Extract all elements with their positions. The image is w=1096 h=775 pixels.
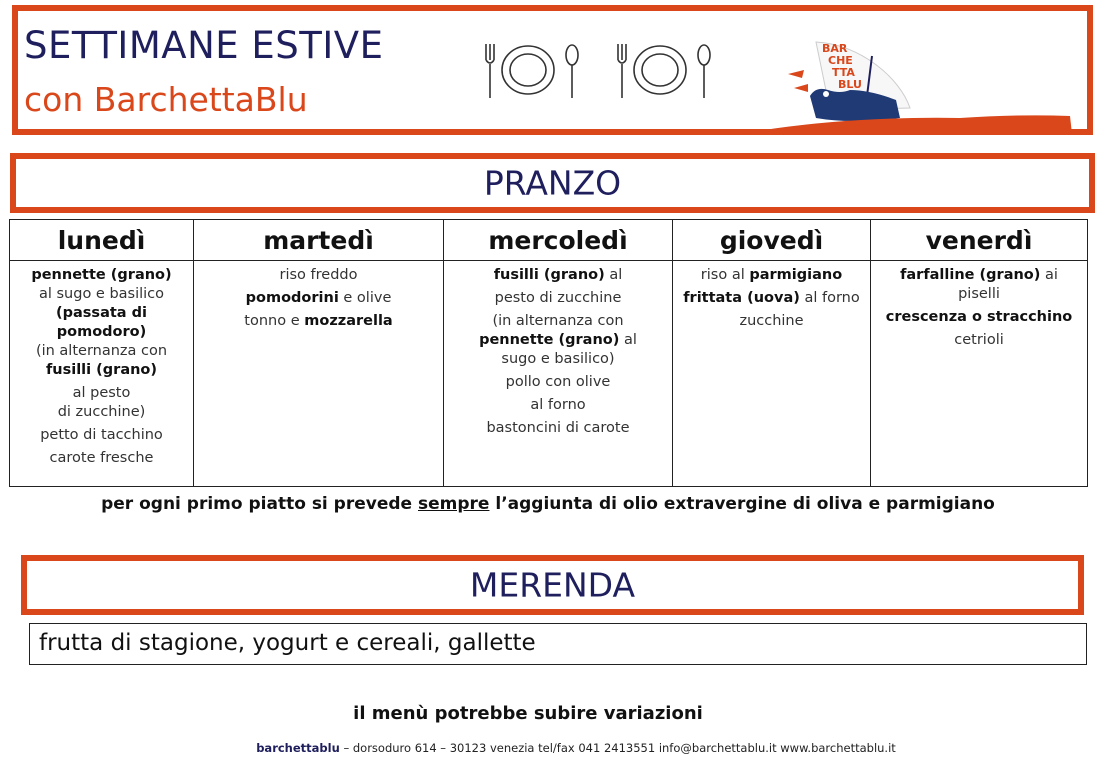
- dish-detail: al: [604, 267, 623, 283]
- dish: frittata (uova): [683, 290, 800, 306]
- footer: [0, 741, 1096, 755]
- spoon-icon: [566, 45, 578, 98]
- menu-cell-monday: [10, 261, 194, 487]
- dish-detail: sugo e basilico): [501, 351, 615, 367]
- dish-detail: (in alternanza con: [492, 313, 624, 329]
- snack-content: frutta di stagione, yogurt e cereali, gallette: [29, 623, 1087, 665]
- day-header-wednesday: mercoledì: [444, 220, 673, 261]
- day-header-row: [10, 220, 1088, 261]
- footer-contact: – dorsoduro 614 – 30123 venezia tel/fax 041 2413551 info@barchettablu.it www.barchettablu.it: [339, 741, 896, 755]
- dish: (passata di pomodoro): [56, 305, 147, 340]
- dish-detail: al sugo e basilico: [38, 286, 165, 302]
- lunch-section-header: [10, 153, 1095, 213]
- dish: bastoncini di carote: [486, 420, 630, 436]
- dish: crescenza o stracchino: [885, 309, 1073, 325]
- dish-detail: e olive: [338, 290, 392, 306]
- dish-detail: al: [619, 332, 637, 348]
- menu-row: [10, 261, 1088, 487]
- condiment-note: [0, 494, 1096, 514]
- day-header-friday: venerdì: [871, 220, 1088, 261]
- fork-icon-2: [618, 44, 626, 98]
- dish: cetrioli: [954, 332, 1004, 348]
- menu-cell-tuesday: [194, 261, 444, 487]
- page-subtitle: con BarchettaBlu: [24, 80, 308, 119]
- fork-icon: [486, 44, 494, 98]
- dish: fusilli (grano): [493, 267, 605, 283]
- menu-cell-friday: [871, 261, 1088, 487]
- dish-detail: al forno: [530, 397, 586, 413]
- dish-detail: pesto di zucchine: [494, 290, 622, 306]
- logo-text: BAR CHE TTA BLU: [822, 42, 862, 91]
- snack-title: MERENDA: [469, 565, 636, 605]
- dish: petto di tacchino: [40, 427, 163, 443]
- page-title: SETTIMANE ESTIVE: [24, 24, 384, 67]
- plate-icon-2: [634, 46, 686, 94]
- dish: parmigiano: [749, 267, 843, 283]
- dish-detail: tonno e: [244, 313, 305, 329]
- lunch-menu-table: [9, 219, 1088, 487]
- dish: pennette (grano): [31, 267, 172, 283]
- spoon-icon-2: [698, 45, 710, 98]
- footer-brand: barchettablu: [256, 741, 340, 755]
- day-header-thursday: giovedì: [673, 220, 871, 261]
- menu-cell-wednesday: [444, 261, 673, 487]
- dish-detail: al pesto: [72, 385, 131, 401]
- dish-detail: al forno: [799, 290, 860, 306]
- dish: farfalline (grano): [900, 267, 1041, 283]
- lunch-title: PRANZO: [483, 163, 622, 203]
- dish: pomodorini: [245, 290, 339, 306]
- note-text: per ogni primo piatto si prevede: [101, 494, 418, 514]
- dish: zucchine: [739, 313, 804, 329]
- barchettablu-logo: [720, 38, 1080, 138]
- snack-section-header: [21, 555, 1084, 615]
- dish: pollo con olive: [505, 374, 611, 390]
- plate-icon: [502, 46, 554, 94]
- day-header-tuesday: martedì: [194, 220, 444, 261]
- dish-detail: ai piselli: [958, 267, 1058, 302]
- dish: pennette (grano): [479, 332, 620, 348]
- dish: fusilli (grano): [45, 362, 158, 378]
- note-emphasis: sempre: [418, 494, 490, 514]
- variation-note: il menù potrebbe subire variazioni: [353, 703, 703, 724]
- dish: riso freddo: [279, 267, 358, 283]
- dish: mozzarella: [304, 313, 393, 329]
- note-text-end: l’aggiunta di olio extravergine di oliva e parmigiano: [489, 494, 995, 514]
- dish-detail: riso al: [700, 267, 750, 283]
- dish-detail: di zucchine): [57, 404, 146, 420]
- cutlery-icon: [478, 40, 748, 102]
- dish-detail: (in alternanza con: [35, 343, 168, 359]
- dish: carote fresche: [49, 450, 154, 466]
- day-header-monday: lunedì: [10, 220, 194, 261]
- menu-cell-thursday: [673, 261, 871, 487]
